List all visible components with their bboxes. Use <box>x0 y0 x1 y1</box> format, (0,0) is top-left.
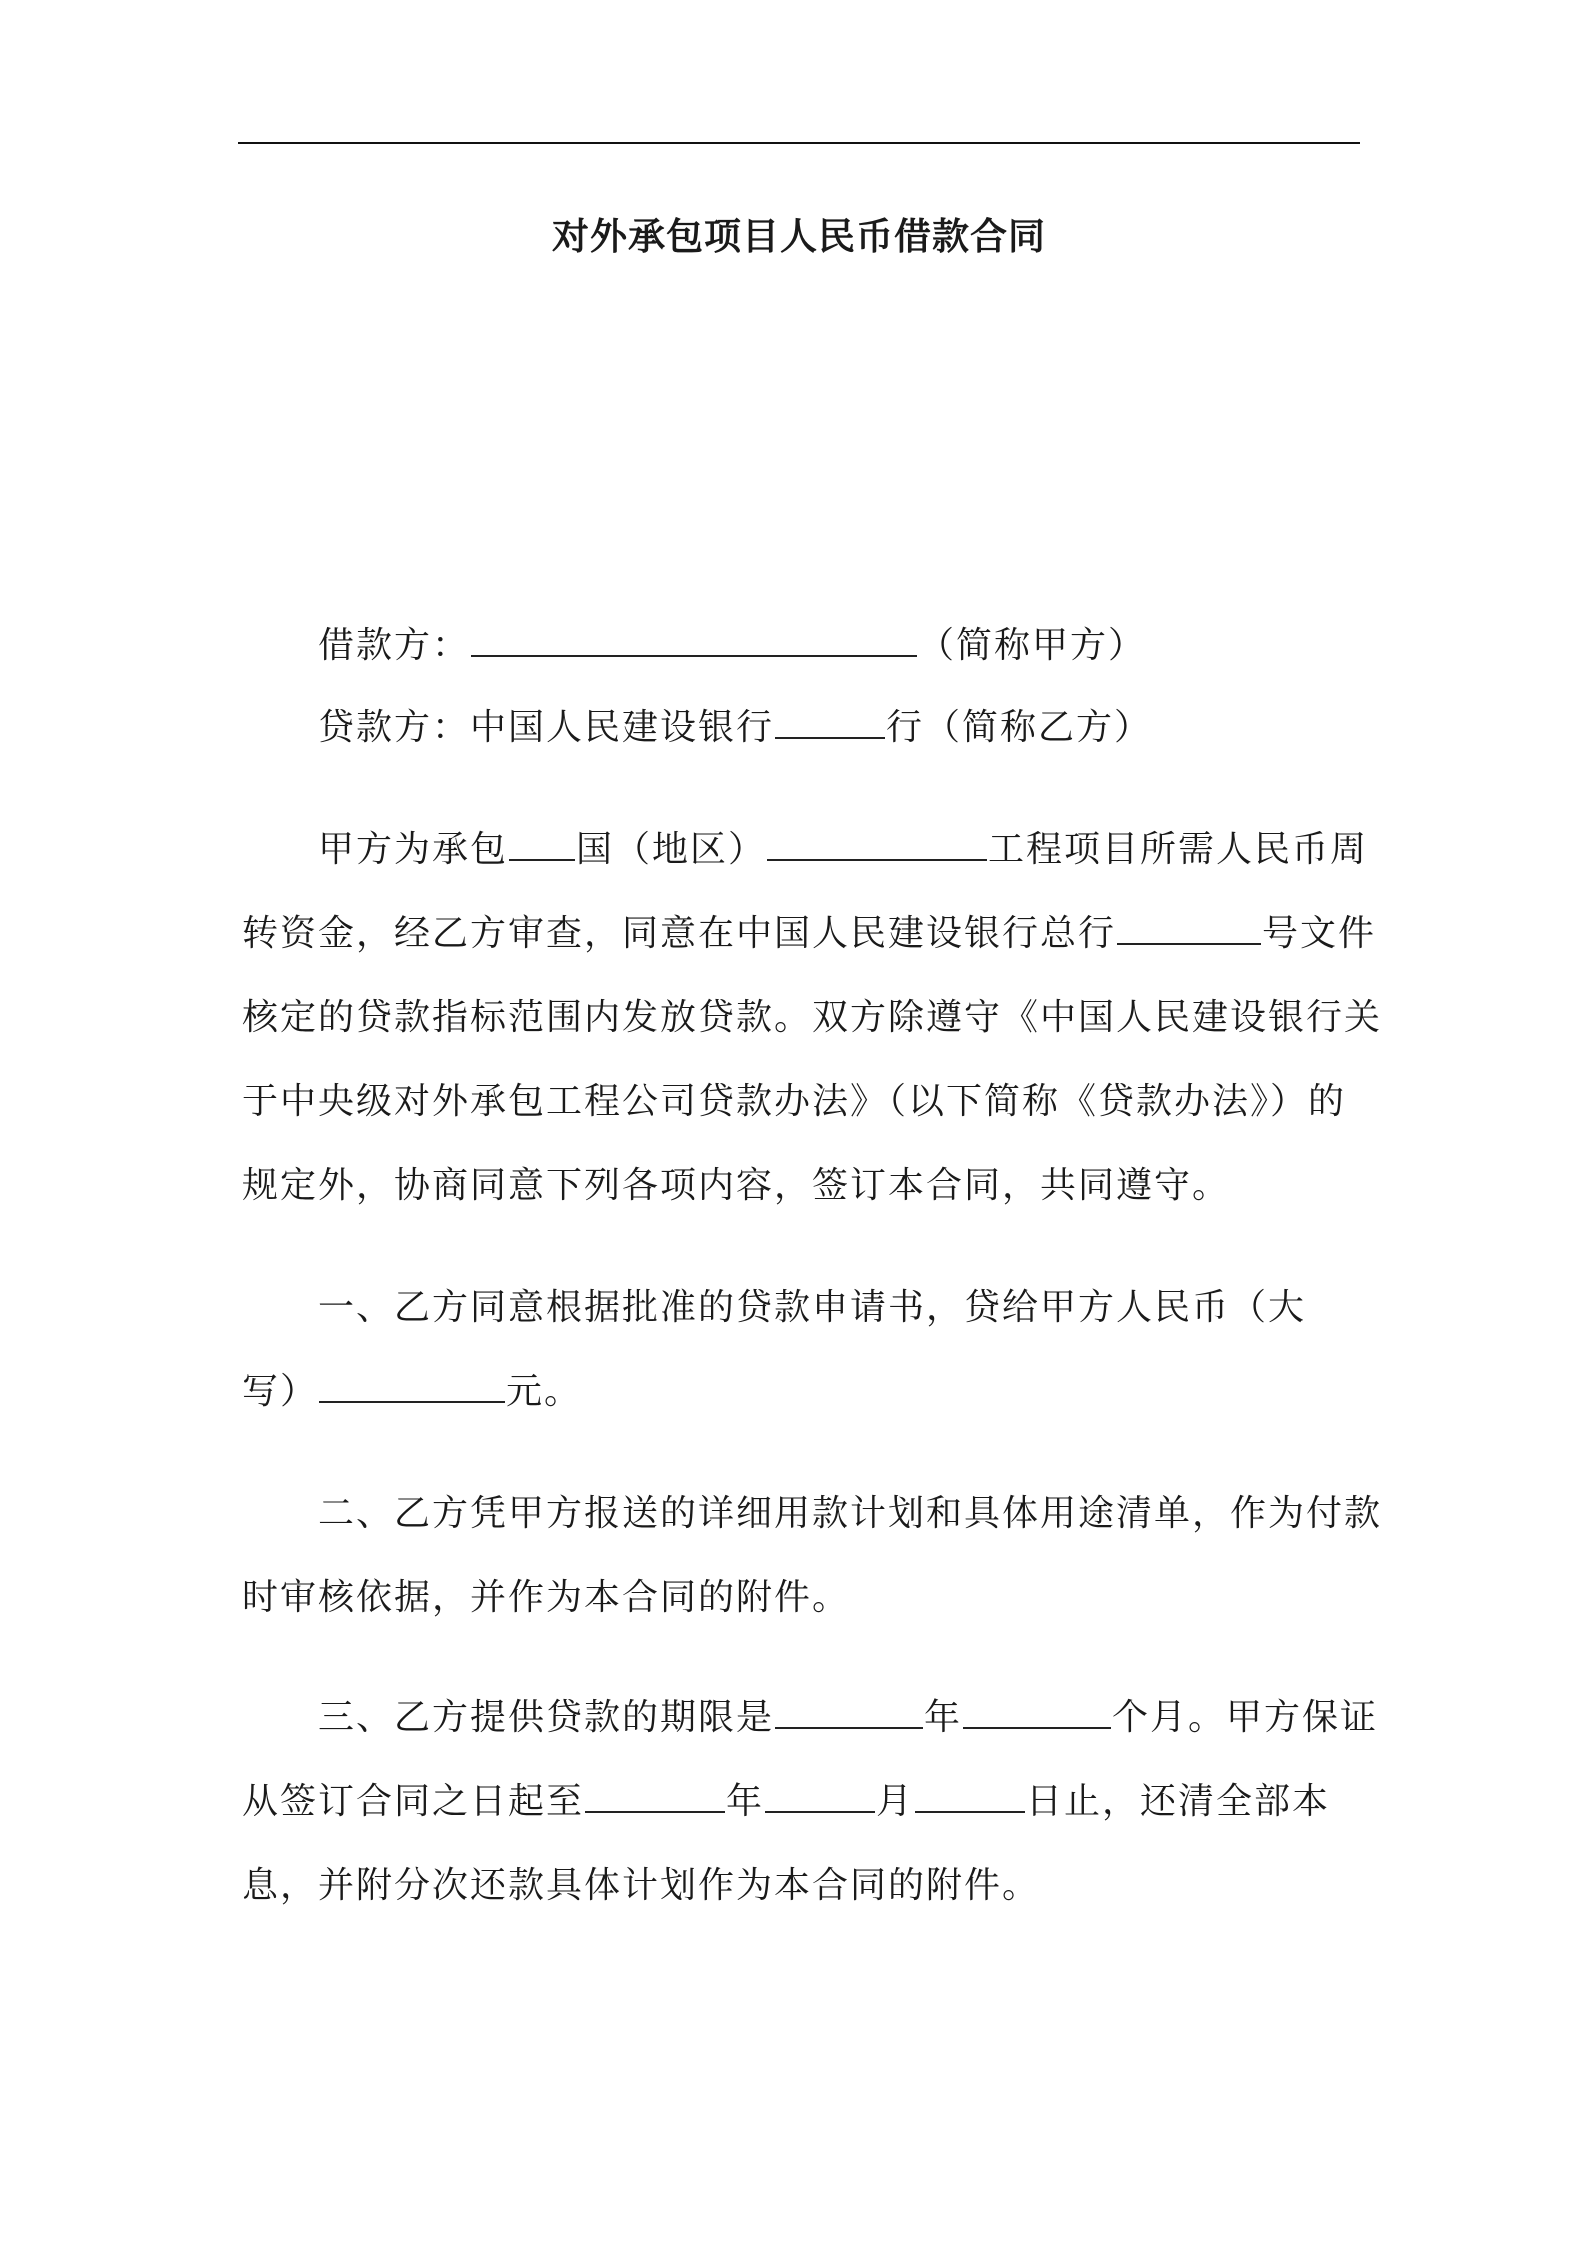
clause-text: 年 <box>726 1781 765 1822</box>
clause-3-line-2 <box>242 1760 1372 1844</box>
clause-text: 月 <box>876 1781 915 1822</box>
clause-text: 写） <box>242 1371 319 1412</box>
preamble-text: 号文件 <box>1262 913 1377 954</box>
preamble-line-3: 核定的贷款指标范围内发放贷款。双方除遵守《中国人民建设银行关 <box>242 997 1383 1038</box>
preamble-text: 国（地区） <box>576 829 767 870</box>
header-rule <box>238 142 1360 144</box>
lender-label: 贷款方：中国人民建设银行 <box>318 707 775 748</box>
repay-month-blank[interactable] <box>765 1777 875 1813</box>
clause-text: 从签订合同之日起至 <box>242 1781 585 1822</box>
borrower-name-blank[interactable] <box>471 621 917 657</box>
preamble-text: 工程项目所需人民币周 <box>988 829 1369 870</box>
repay-year-blank[interactable] <box>585 1777 725 1813</box>
lender-suffix: 行（简称乙方） <box>886 707 1153 748</box>
loan-amount-blank[interactable] <box>319 1367 505 1403</box>
borrower-label: 借款方： <box>318 625 471 666</box>
document-title: 对外承包项目人民币借款合同 <box>552 214 1046 258</box>
clause-3-line-3: 息，并附分次还款具体计划作为本合同的附件。 <box>242 1865 1041 1906</box>
clause-1-line-2 <box>242 1350 1372 1434</box>
preamble-line-4: 于中央级对外承包工程公司贷款办法》（以下简称《贷款办法》）的 <box>242 1081 1347 1122</box>
clause-text: 元。 <box>506 1371 583 1412</box>
lender-branch-blank[interactable] <box>775 703 885 739</box>
country-blank[interactable] <box>509 825 575 861</box>
clause-2-line-1: 二、乙方凭甲方报送的详细用款计划和具体用途清单，作为付款 <box>318 1493 1383 1534</box>
clause-2-line-2: 时审核依据，并作为本合同的附件。 <box>242 1577 851 1618</box>
borrower-suffix: （简称甲方） <box>918 625 1147 666</box>
repay-day-blank[interactable] <box>915 1777 1025 1813</box>
term-months-blank[interactable] <box>963 1693 1111 1729</box>
clause-3-line-1 <box>242 1676 1448 1760</box>
preamble-line-1 <box>242 808 1448 892</box>
preamble-line-5: 规定外，协商同意下列各项内容，签订本合同，共同遵守。 <box>242 1165 1231 1206</box>
preamble-text: 转资金，经乙方审查，同意在中国人民建设银行总行 <box>242 913 1117 954</box>
borrower-line <box>242 604 1448 688</box>
clause-1-line-1: 一、乙方同意根据批准的贷款申请书，贷给甲方人民币（大 <box>318 1287 1307 1328</box>
clause-text: 三、乙方提供贷款的期限是 <box>318 1697 775 1738</box>
clause-text: 日止，还清全部本 <box>1026 1781 1331 1822</box>
preamble-text: 甲方为承包 <box>318 829 509 870</box>
clause-text: 个月。甲方保证 <box>1112 1697 1379 1738</box>
project-name-blank[interactable] <box>767 825 987 861</box>
lender-line <box>242 686 1448 770</box>
document-number-blank[interactable] <box>1117 909 1261 945</box>
term-years-blank[interactable] <box>775 1693 923 1729</box>
clause-text: 年 <box>924 1697 963 1738</box>
preamble-line-2 <box>242 892 1377 976</box>
